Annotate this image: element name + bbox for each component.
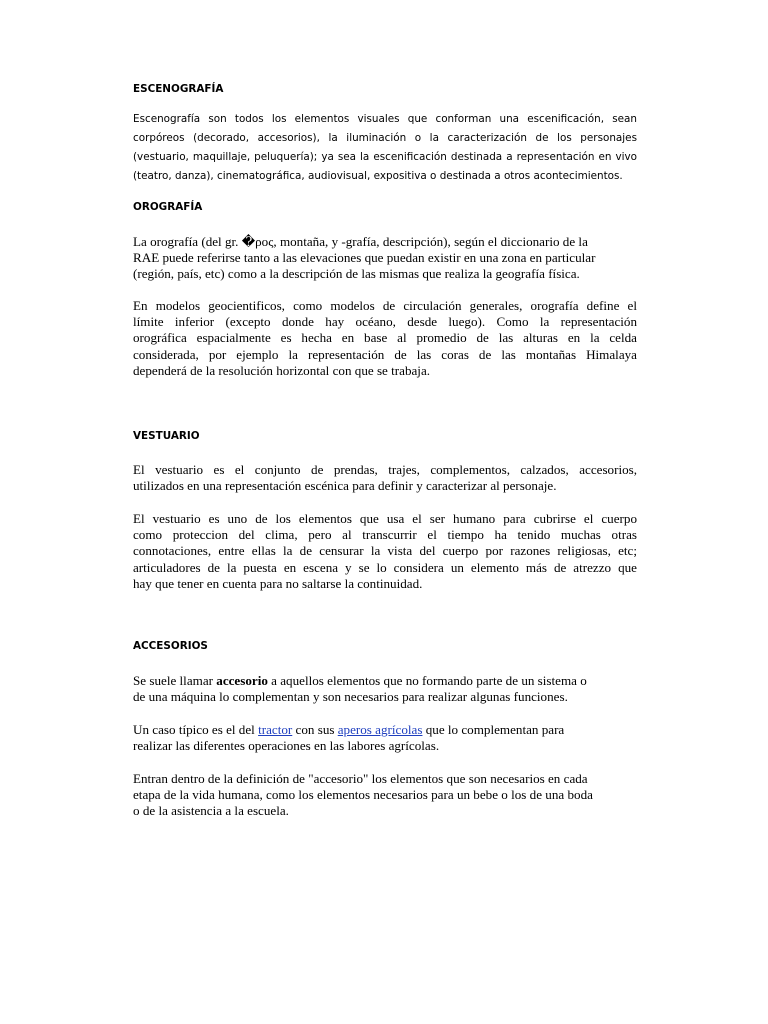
text-line: El vestuario es uno de los elementos que usa el ser humano para cubrirse el cuerpo (133, 511, 637, 526)
text-line: realizar las diferentes operaciones en las labores agrícolas. (133, 738, 440, 754)
heading-escenografia: ESCENOGRAFÍA (133, 83, 224, 95)
text-line: de una máquina lo complementan y son necesarios para realizar algunas funciones. (133, 689, 568, 705)
text-fragment: a aquellos elementos que no formando parte de un sistema o (267, 673, 587, 688)
paragraph-vestuario-1 (133, 462, 637, 494)
text-line (133, 673, 637, 689)
paragraph-escenografia (133, 110, 637, 186)
link-tractor[interactable]: tractor (258, 722, 293, 737)
text-fragment: Se suele llamar (133, 673, 217, 688)
text-line: RAE puede referirse tanto a las elevaciones que puedan existir en una zona en particular (133, 250, 596, 266)
text-line: Escenografía son todos los elementos visuales que conforman una escenificación, sean (133, 113, 637, 125)
text-line: (región, país, etc) como a la descripción de las mismas que realiza la geografía física. (133, 266, 580, 282)
link-aperos-agricolas[interactable]: aperos agrícolas (337, 722, 423, 737)
text-line: orográfica espacialmente es hecha en base al promedio de las alturas en la celda (133, 330, 637, 346)
heading-orografia: OROGRAFÍA (133, 201, 203, 213)
text-line: utilizados en una representación escénica para definir y caracterizar al personaje. (133, 478, 557, 494)
paragraph-accesorios-3 (133, 771, 637, 820)
text-line: (vestuario, maquillaje, peluquería); ya sea la escenificación destinada a representación en vivo (133, 151, 637, 163)
paragraph-orografia-2 (133, 298, 637, 379)
paragraph-accesorios-2 (133, 722, 637, 754)
text-line: articuladores de la puesta en escena y se lo considera un elemento más de atrezzo que (133, 559, 637, 575)
text-line: Entran dentro de la definición de "accesorio" los elementos que son necesarios en cada (133, 771, 588, 786)
text-line: límite inferior (excepto donde hay océano, desde luego). Como la representación (133, 314, 637, 330)
text-line: hay que tener en cuenta para no saltarse la continuidad. (133, 575, 423, 591)
text-line: considerada, por ejemplo la representación de las coras de las montañas Himalaya (133, 346, 637, 362)
text-line: o de la asistencia a la escuela. (133, 803, 289, 819)
text-line: dependerá de la resolución horizontal con que se trabaja. (133, 362, 431, 378)
bold-term-accesorio: accesorio (216, 673, 268, 688)
paragraph-vestuario-2 (133, 511, 637, 592)
text-fragment: que lo complementan para (422, 722, 565, 737)
paragraph-orografia-1 (133, 234, 637, 283)
heading-accesorios: ACCESORIOS (133, 640, 208, 652)
text-fragment: con sus (292, 722, 338, 737)
heading-vestuario: VESTUARIO (133, 430, 200, 442)
text-line: El vestuario es el conjunto de prendas, trajes, complementos, calzados, accesorios, (133, 462, 637, 477)
text-line: corpóreos (decorado, accesorios), la iluminación o la caracterización de los personajes (133, 132, 637, 144)
text-line: (teatro, danza), cinematográfica, audiovisual, expositiva o destinada a otros acontecimientos. (133, 170, 623, 182)
text-line: etapa de la vida humana, como los elementos necesarios para un bebe o los de una boda (133, 787, 593, 803)
text-line: En modelos geocientificos, como modelos de circulación generales, orografía define el (133, 298, 637, 313)
text-line: como proteccion del clima, pero al transcurrir el tiempo ha tenido muchas otras (133, 527, 637, 543)
text-line (133, 722, 637, 738)
paragraph-accesorios-1 (133, 673, 637, 705)
text-line: La orografía (del gr. �ρος, montaña, y -grafía, descripción), según el diccionario de la (133, 234, 588, 249)
text-fragment: Un caso típico es el del (133, 722, 259, 737)
text-line: connotaciones, entre ellas la de censurar la vista del cuerpo por razones religiosas, etc; (133, 543, 637, 559)
